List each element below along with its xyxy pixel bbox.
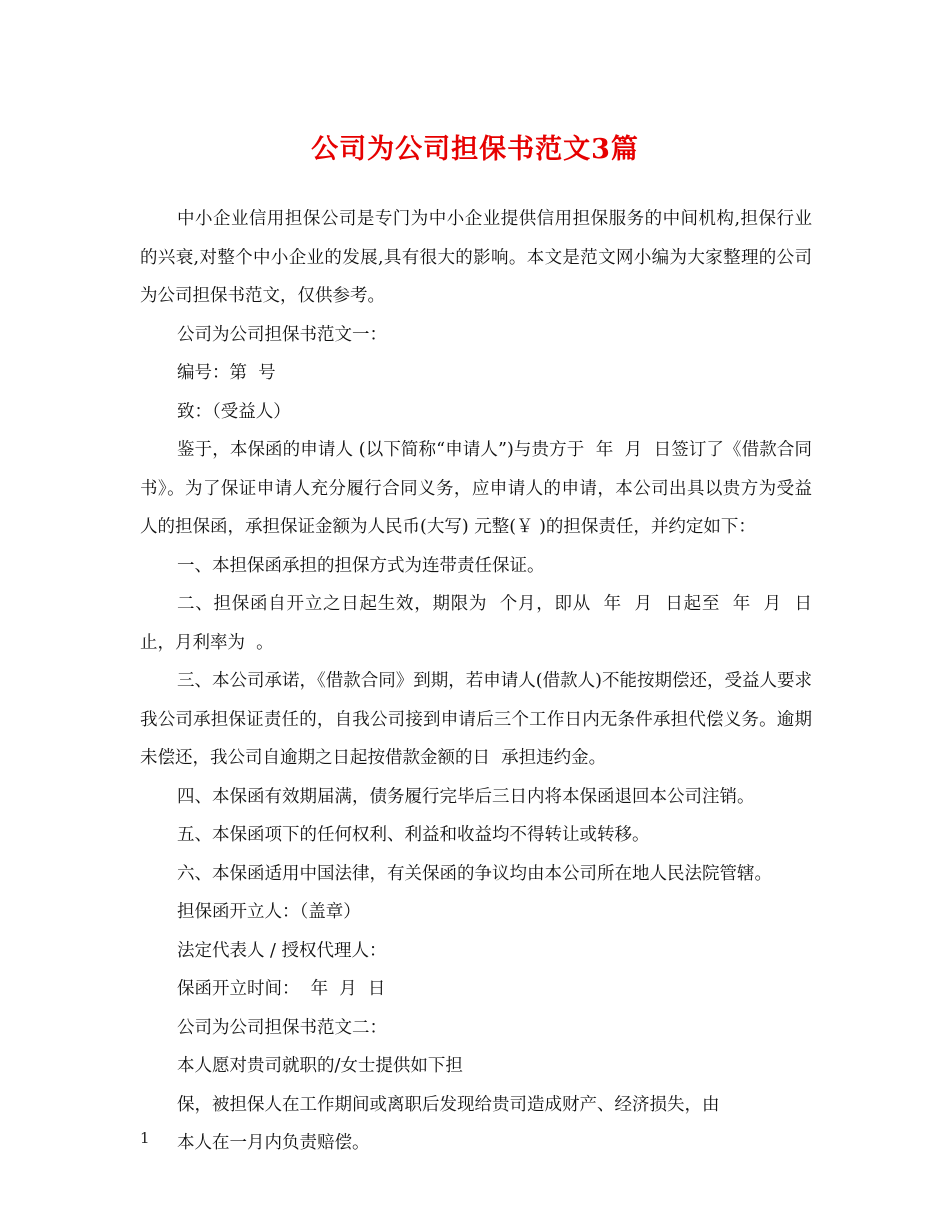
sample2-line-3: 本人在一月内负责赔偿。	[177, 1133, 370, 1153]
document-body	[140, 200, 812, 1163]
date-line: 保函开立时间： 年 月 日	[177, 979, 386, 999]
clause-6: 六、本保函适用中国法律，有关保函的争议均由本公司所在地人民法院管辖。	[177, 863, 772, 884]
clause-4: 四、本保函有效期届满，债务履行完毕后三日内将本保函退回本公司注销。	[177, 786, 755, 807]
page-number: 1	[140, 1129, 150, 1147]
sample2-line-1: 本人愿对贵司就职的/女士提供如下担	[177, 1056, 463, 1076]
page-title: 公司为公司担保书范文3篇	[311, 134, 639, 165]
issuer-line: 担保函开立人：（盖章）	[177, 902, 361, 922]
clause-2: 二、担保函自开立之日起生效，期限为 个月，即从 年 月 日起至 年 月 日止，月利率为 。	[140, 594, 812, 653]
to-line: 致：（受益人）	[177, 401, 291, 422]
sample1-heading: 公司为公司担保书范文一：	[177, 324, 387, 345]
whereas-paragraph: 鉴于，本保函的申请人 (以下简称“申请人”)与贵方于 年 月 日签订了《借款合同书》。为了保证申请人充分履行合同义务，应申请人的申请，本公司出具以贵方为受益人的担保函，承担保证金额为人民币(大写) 元整(￥ )的担保责任，并约定如下：	[140, 440, 812, 537]
clause-1: 一、本担保函承担的担保方式为连带责任保证。	[177, 555, 545, 576]
representative-line: 法定代表人 / 授权代理人：	[177, 940, 387, 961]
clause-5: 五、本保函项下的任何权利、利益和收益均不得转让或转移。	[177, 825, 650, 845]
sample2-heading: 公司为公司担保书范文二：	[177, 1017, 387, 1038]
clause-3: 三、本公司承诺，《借款合同》到期，若申请人(借款人)不能按期偿还，受益人要求我公司承担保证责任的，自我公司接到申请后三个工作日内无条件承担代偿义务。逾期未偿还，我公司自逾期之日起按借款金额的日 承担违约金。	[140, 671, 812, 768]
intro-paragraph: 中小企业信用担保公司是专门为中小企业提供信用担保服务的中间机构,担保行业的兴衰,对整个中小企业的发展,具有很大的影响。本文是范文网小编为大家整理的公司为公司担保书范文，仅供参考。	[140, 209, 812, 306]
sample2-line-2: 保，被担保人在工作期间或离职后发现给贵司造成财产、经济损失，由	[177, 1094, 720, 1115]
number-line: 编号：第 号	[177, 363, 276, 383]
